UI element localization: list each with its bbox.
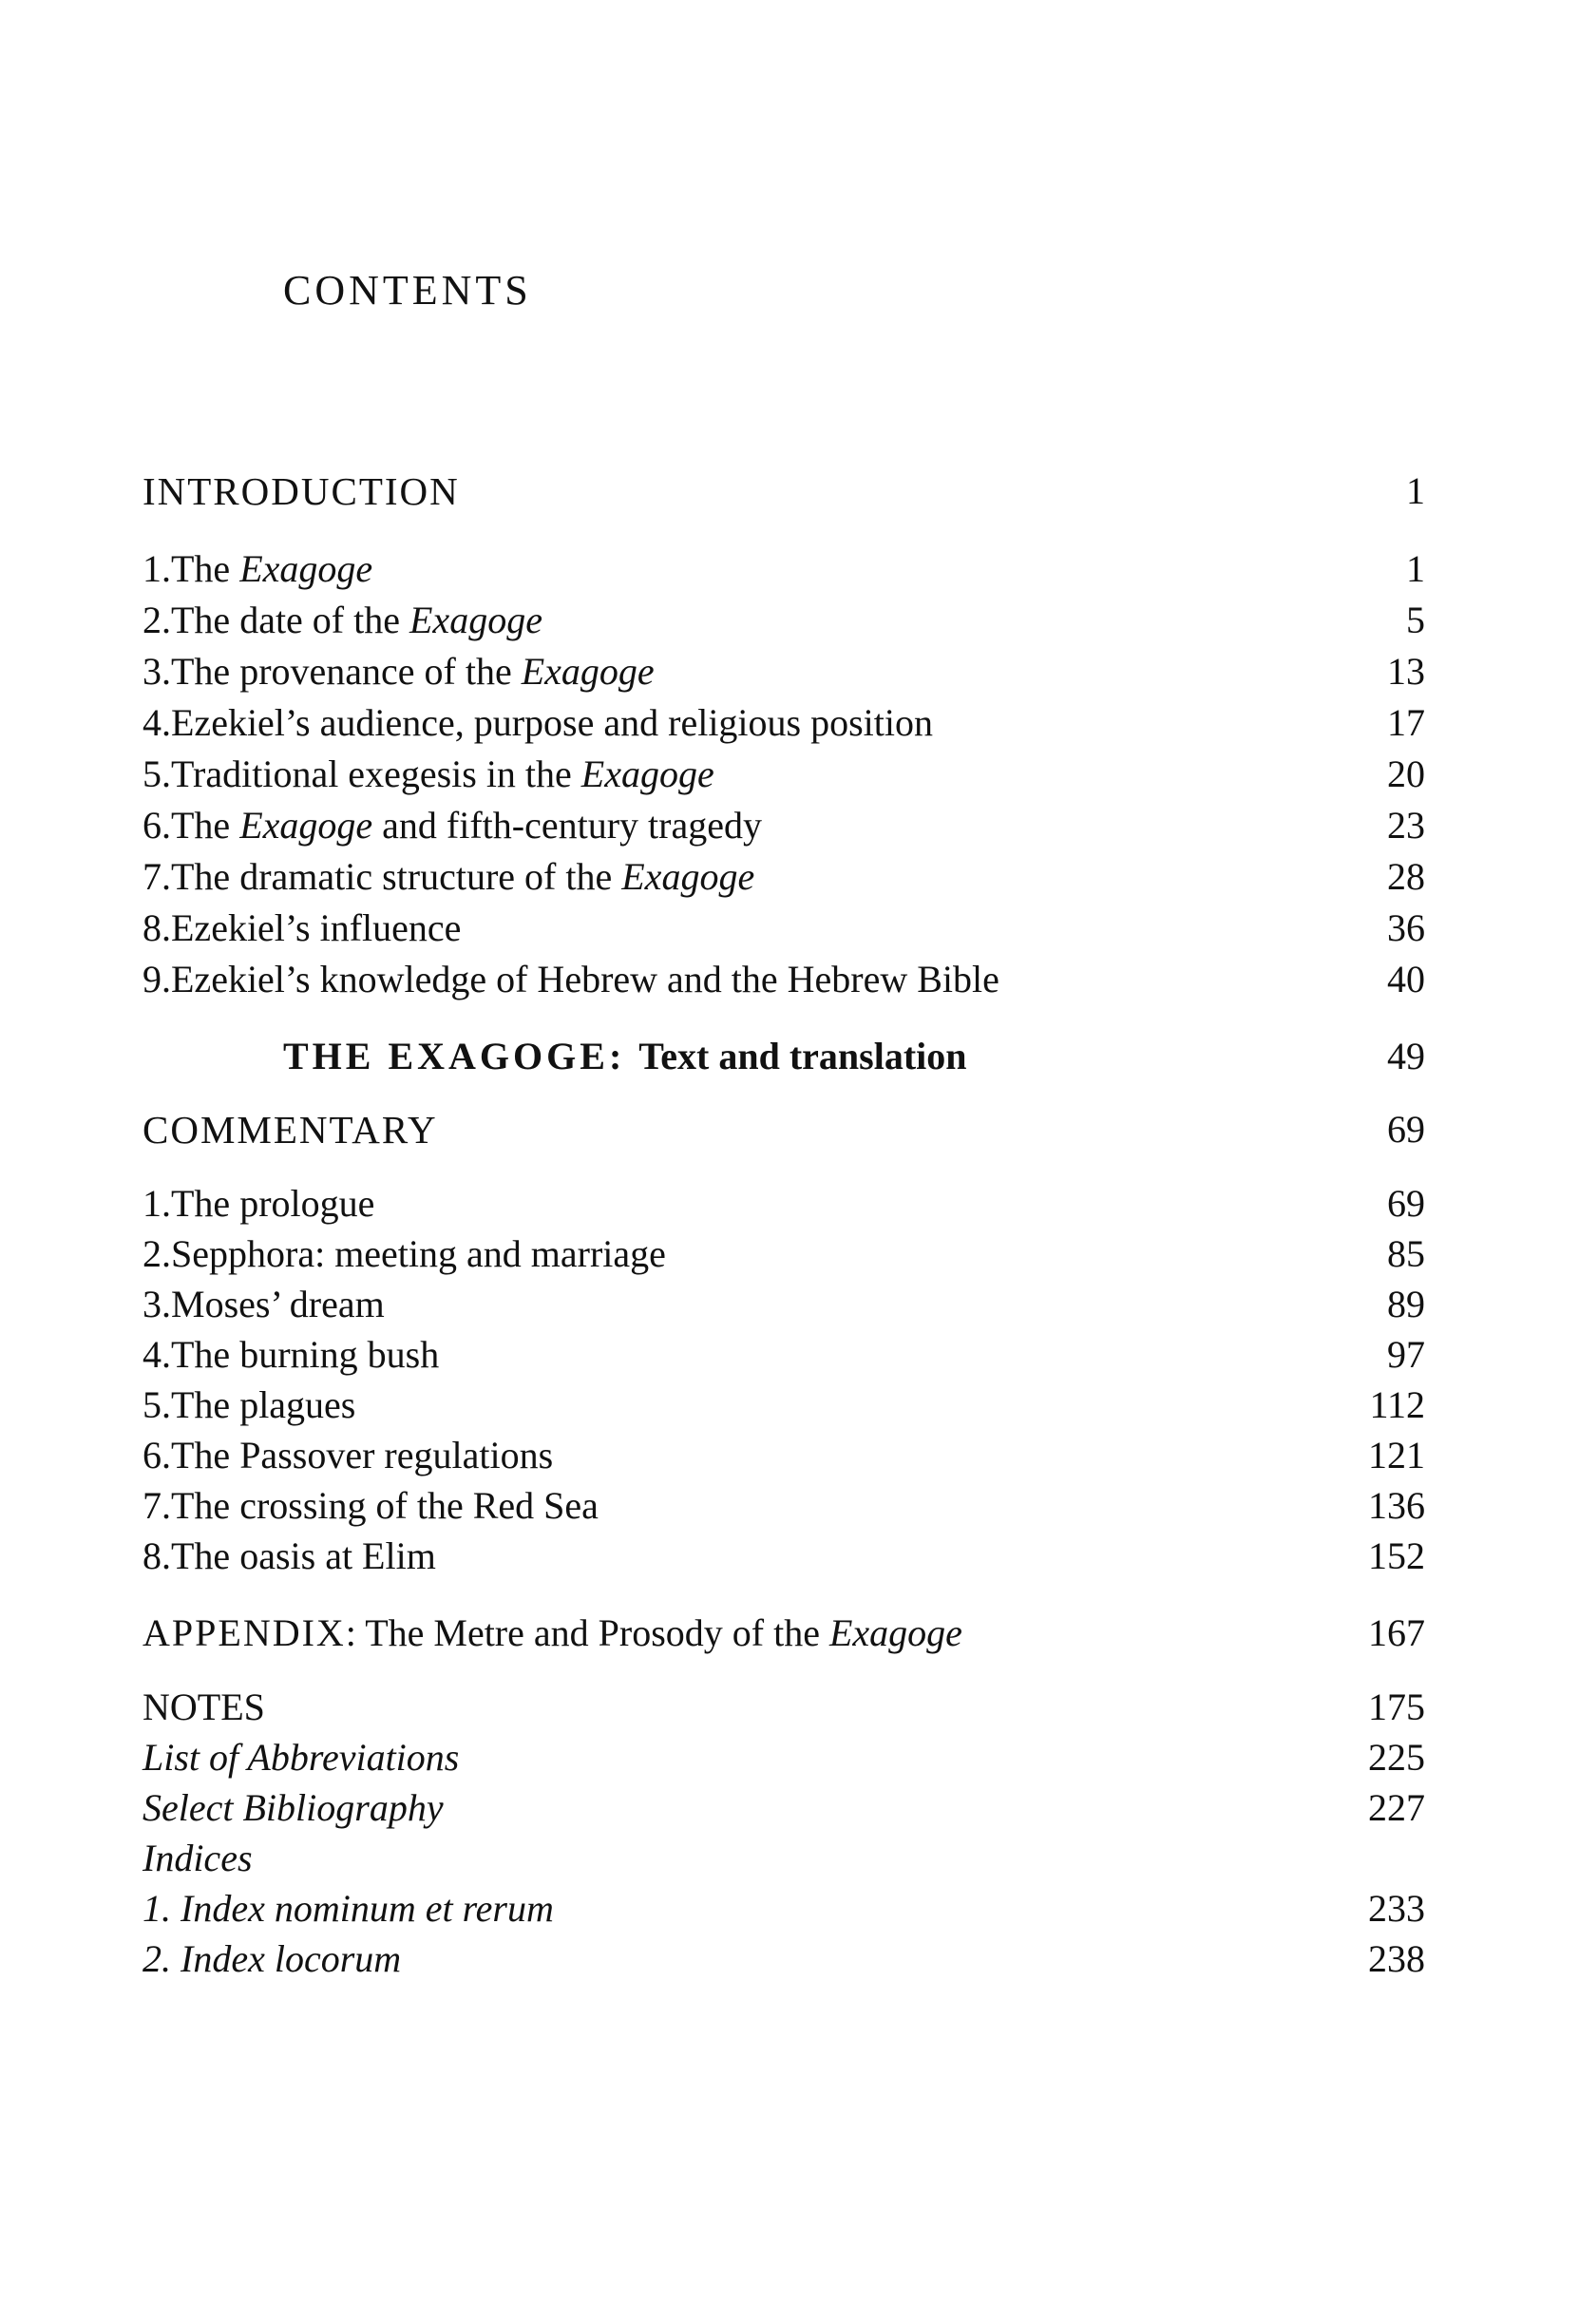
toc-entry-intro-9[interactable]: 9.Ezekiel’s knowledge of Hebrew and the Hebrew Bible 40 xyxy=(143,954,1425,1005)
toc-entry-intro-8[interactable]: 8.Ezekiel’s influence 36 xyxy=(143,903,1425,954)
toc-entry-intro-1[interactable]: 1.The Exagoge 1 xyxy=(143,543,1425,595)
toc-page-number: 69 xyxy=(1387,1182,1425,1225)
toc-heading-label: NOTES xyxy=(143,1686,265,1728)
toc-page-number: 152 xyxy=(1368,1534,1425,1577)
toc-page-number: 1 xyxy=(1406,469,1425,512)
toc-entry-number: 2. xyxy=(143,599,171,641)
toc-entry-commentary-5[interactable]: 5.The plagues 112 xyxy=(143,1380,1425,1431)
toc-entry-number: 4. xyxy=(143,1333,171,1376)
toc-entry-index-locorum[interactable]: 2. Index locorum 238 xyxy=(143,1933,1425,1985)
toc-entry-commentary-2[interactable]: 2.Sepphora: meeting and marriage 85 xyxy=(143,1229,1425,1280)
toc-entry-intro-2[interactable]: 2.The date of the Exagoge 5 xyxy=(143,595,1425,646)
toc-page-number: 112 xyxy=(1369,1383,1425,1426)
toc-entry-commentary-1[interactable]: 1.The prologue 69 xyxy=(143,1178,1425,1229)
toc-entry-number: 1. xyxy=(143,547,171,590)
toc-page-number: 238 xyxy=(1368,1937,1425,1980)
toc-page-number: 69 xyxy=(1387,1108,1425,1151)
toc-entry-appendix[interactable]: APPENDIX: The Metre and Prosody of the Exagoge 167 xyxy=(143,1608,1425,1659)
toc-page-number: 49 xyxy=(1387,1035,1425,1077)
toc-entry-number: 6. xyxy=(143,1434,171,1476)
toc-entry-commentary-4[interactable]: 4.The burning bush 97 xyxy=(143,1329,1425,1381)
toc-entry-number: 4. xyxy=(143,701,171,744)
toc-page-number: 227 xyxy=(1368,1786,1425,1829)
toc-entry-number: 3. xyxy=(143,650,171,693)
toc-page-number: 89 xyxy=(1387,1283,1425,1325)
toc-entry-commentary-6[interactable]: 6.The Passover regulations 121 xyxy=(143,1430,1425,1481)
toc-page-number: 5 xyxy=(1406,599,1425,641)
toc-page-number: 121 xyxy=(1368,1434,1425,1476)
toc-page-number: 20 xyxy=(1387,752,1425,795)
page-title: CONTENTS xyxy=(283,267,532,314)
toc-entry-commentary-3[interactable]: 3.Moses’ dream 89 xyxy=(143,1279,1425,1330)
toc-entry-commentary[interactable] xyxy=(143,1104,1425,1155)
toc-entry-intro-5[interactable]: 5.Traditional exegesis in the Exagoge 20 xyxy=(143,749,1425,800)
toc-entry-number: 2. xyxy=(143,1232,171,1275)
toc-entry-number: 8. xyxy=(143,1534,171,1577)
toc-entry-number: 6. xyxy=(143,804,171,847)
toc-page-number: 85 xyxy=(1387,1232,1425,1275)
toc-entry-number: 9. xyxy=(143,958,171,1000)
toc-entry-intro-3[interactable]: 3.The provenance of the Exagoge 13 xyxy=(143,646,1425,697)
toc-page-number: 13 xyxy=(1387,650,1425,693)
toc-page-number: 136 xyxy=(1368,1484,1425,1527)
toc-entry-commentary-7[interactable]: 7.The crossing of the Red Sea 136 xyxy=(143,1480,1425,1532)
toc-page-number: 175 xyxy=(1368,1686,1425,1728)
toc-page-number: 23 xyxy=(1387,804,1425,847)
toc-page-number: 28 xyxy=(1387,855,1425,898)
toc-heading-label: INTRODUCTION xyxy=(143,469,460,513)
toc-page-number: 97 xyxy=(1387,1333,1425,1376)
toc-page-number: 1 xyxy=(1406,547,1425,590)
toc-entry-notes[interactable] xyxy=(143,1682,1425,1733)
toc-page-number: 167 xyxy=(1368,1611,1425,1654)
toc-entry-indices[interactable]: Indices xyxy=(143,1837,253,1879)
toc-entry-number: 1. xyxy=(143,1182,171,1225)
toc-page-number: 40 xyxy=(1387,958,1425,1000)
toc-entry-number: 7. xyxy=(143,1484,171,1527)
toc-entry-commentary-8[interactable]: 8.The oasis at Elim 152 xyxy=(143,1531,1425,1582)
toc-entry-number: 5. xyxy=(143,752,171,795)
toc-page-number: 225 xyxy=(1368,1736,1425,1779)
toc-entry-intro-4[interactable]: 4.Ezekiel’s audience, purpose and religious position 17 xyxy=(143,697,1425,749)
toc-page-number: 36 xyxy=(1387,906,1425,949)
toc-entry-number: 8. xyxy=(143,906,171,949)
toc-entry-intro-7[interactable]: 7.The dramatic structure of the Exagoge 28 xyxy=(143,851,1425,903)
toc-entry-index-nominum[interactable]: 1. Index nominum et rerum 233 xyxy=(143,1883,1425,1934)
toc-entry-text-translation[interactable]: THE EXAGOGE: Text and translation 49 xyxy=(143,1031,1425,1082)
toc-entry-introduction[interactable] xyxy=(143,466,1425,517)
toc-entry-number: 5. xyxy=(143,1383,171,1426)
toc-page-number: 17 xyxy=(1387,701,1425,744)
toc-entry-bibliography[interactable]: Select Bibliography 227 xyxy=(143,1782,1425,1834)
toc-page-number: 233 xyxy=(1368,1887,1425,1930)
toc-entry-abbreviations[interactable]: List of Abbreviations 225 xyxy=(143,1732,1425,1783)
toc-heading-label: COMMENTARY xyxy=(143,1108,438,1152)
toc-entry-number: 7. xyxy=(143,855,171,898)
toc-entry-number: 3. xyxy=(143,1283,171,1325)
toc-entry-intro-6[interactable]: 6.The Exagoge and fifth-century tragedy 23 xyxy=(143,800,1425,851)
